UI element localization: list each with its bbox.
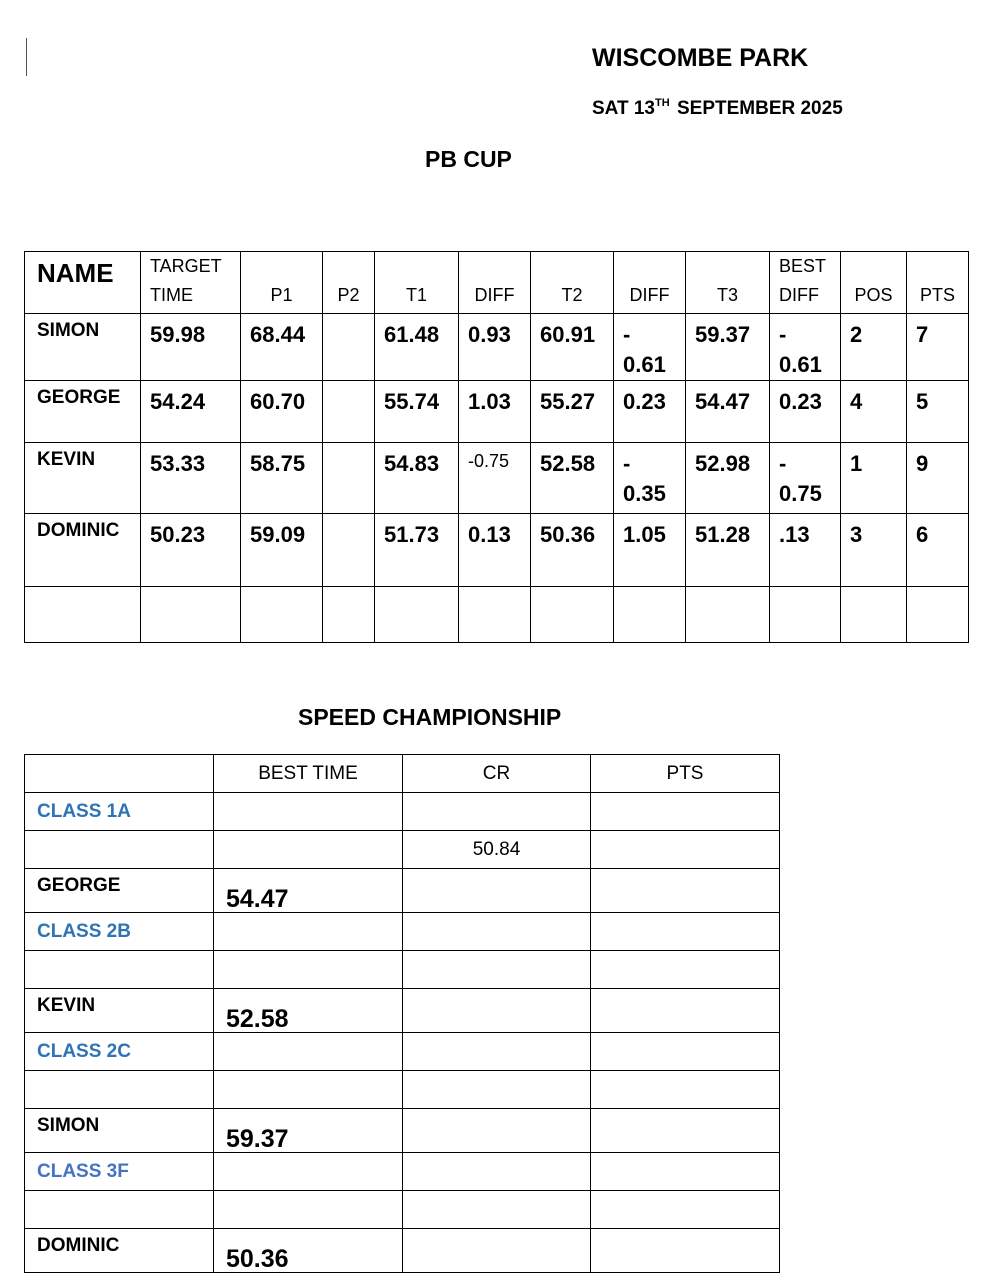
empty-cell	[25, 1071, 214, 1109]
class-label: CLASS 2B	[25, 913, 214, 951]
empty-cell	[25, 831, 214, 869]
header-target-line1: TARGET	[150, 256, 222, 276]
header-best-diff	[770, 252, 841, 314]
cell-p2	[323, 514, 375, 587]
cell-best: - 0.61	[770, 314, 841, 381]
cell-diff1: 0.93	[459, 314, 531, 381]
empty-cell	[403, 1191, 591, 1229]
cell-t2: 55.27	[531, 381, 614, 443]
empty-cell	[614, 587, 686, 643]
empty-cell	[403, 1109, 591, 1153]
cell-diff1: 1.03	[459, 381, 531, 443]
date-month-year: SEPTEMBER 2025	[676, 98, 843, 119]
pb-cup-title: PB CUP	[425, 146, 512, 172]
empty-cell	[591, 1033, 780, 1071]
cell-target: 50.23	[141, 514, 241, 587]
cell-pts: 6	[907, 514, 969, 587]
empty-cell	[214, 1071, 403, 1109]
class-row	[25, 913, 780, 951]
cell-t3: 54.47	[686, 381, 770, 443]
empty-cell	[591, 1153, 780, 1191]
empty-cell	[591, 1191, 780, 1229]
cell-p1: 68.44	[241, 314, 323, 381]
empty-cell	[591, 951, 780, 989]
cell-diff2: - 0.61	[614, 314, 686, 381]
speed-header-row	[25, 755, 780, 793]
cell-best: - 0.75	[770, 443, 841, 514]
cell-target: 53.33	[141, 443, 241, 514]
class-row	[25, 1153, 780, 1191]
cell-p1: 59.09	[241, 514, 323, 587]
date-suffix-sup: TH	[655, 97, 670, 109]
empty-cell	[214, 913, 403, 951]
table-row	[25, 1229, 780, 1273]
cell-pts: 7	[907, 314, 969, 381]
class-row	[25, 1033, 780, 1071]
cell-t3: 51.28	[686, 514, 770, 587]
header-target-line2: TIME	[150, 285, 193, 305]
empty-cell	[403, 1229, 591, 1273]
table-row	[25, 989, 780, 1033]
header-p1: P1	[241, 252, 323, 314]
cell-pos: 2	[841, 314, 907, 381]
header-pts: PTS	[907, 252, 969, 314]
header-target-time	[141, 252, 241, 314]
empty-cell	[591, 989, 780, 1033]
empty-cell	[403, 793, 591, 831]
cell-p1: 60.70	[241, 381, 323, 443]
cell-diff2: 1.05	[614, 514, 686, 587]
empty-cell	[403, 869, 591, 913]
empty-cell	[214, 1191, 403, 1229]
event-date	[592, 97, 843, 120]
empty-cell	[141, 587, 241, 643]
empty-cell	[214, 793, 403, 831]
cell-cr: 50.84	[403, 831, 591, 869]
row-name: DOMINIC	[25, 1229, 214, 1273]
empty-cell	[214, 831, 403, 869]
class-row	[25, 793, 780, 831]
row-name: KEVIN	[25, 443, 141, 514]
class-label: CLASS 3F	[25, 1153, 214, 1191]
cell-t2: 60.91	[531, 314, 614, 381]
cell-best: 0.23	[770, 381, 841, 443]
cell-pos: 1	[841, 443, 907, 514]
empty-cell	[375, 587, 459, 643]
row-name: GEORGE	[25, 869, 214, 913]
empty-cell	[591, 831, 780, 869]
header-t3: T3	[686, 252, 770, 314]
cell-t3: 52.98	[686, 443, 770, 514]
cell-target: 59.98	[141, 314, 241, 381]
empty-cell	[25, 951, 214, 989]
header-pos: POS	[841, 252, 907, 314]
cell-t3: 59.37	[686, 314, 770, 381]
header-p2: P2	[323, 252, 375, 314]
empty-cell	[841, 587, 907, 643]
empty-cell	[403, 989, 591, 1033]
empty-cell	[459, 587, 531, 643]
header-best-line1: BEST	[779, 256, 827, 276]
empty-cell	[214, 1153, 403, 1191]
header-pts: PTS	[591, 755, 780, 793]
empty-cell	[591, 1109, 780, 1153]
header-diff2: DIFF	[614, 252, 686, 314]
cell-best-time: 50.36	[214, 1229, 403, 1273]
empty-cell	[403, 1033, 591, 1071]
speed-championship-title: SPEED CHAMPIONSHIP	[298, 704, 562, 730]
cell-best-time: 52.58	[214, 989, 403, 1033]
table-row	[25, 869, 780, 913]
cell-t1: 55.74	[375, 381, 459, 443]
empty-cell	[591, 1071, 780, 1109]
text-cursor	[26, 38, 27, 76]
cell-p2	[323, 314, 375, 381]
empty-cell	[25, 587, 141, 643]
table-row	[25, 1071, 780, 1109]
empty-cell	[403, 1153, 591, 1191]
header-best-line2: DIFF	[779, 285, 819, 305]
cell-t1: 51.73	[375, 514, 459, 587]
empty-cell	[323, 587, 375, 643]
cell-t2: 50.36	[531, 514, 614, 587]
header-t2: T2	[531, 252, 614, 314]
cell-p2	[323, 381, 375, 443]
pb-header-row	[25, 252, 969, 314]
cell-t1: 54.83	[375, 443, 459, 514]
table-row	[25, 381, 969, 443]
cell-best-time: 54.47	[214, 869, 403, 913]
date-prefix: SAT 13	[592, 98, 656, 119]
empty-cell	[25, 1191, 214, 1229]
cell-best-time: 59.37	[214, 1109, 403, 1153]
empty-cell	[403, 913, 591, 951]
header-t1: T1	[375, 252, 459, 314]
row-name: SIMON	[25, 314, 141, 381]
cell-pts: 5	[907, 381, 969, 443]
header-blank	[25, 755, 214, 793]
empty-cell	[907, 587, 969, 643]
empty-cell	[770, 587, 841, 643]
cell-t1: 61.48	[375, 314, 459, 381]
table-row	[25, 831, 780, 869]
pb-cup-table	[24, 251, 969, 643]
cell-target: 54.24	[141, 381, 241, 443]
cell-pos: 3	[841, 514, 907, 587]
empty-row	[25, 587, 969, 643]
speed-championship-table	[24, 754, 780, 1273]
cell-best: .13	[770, 514, 841, 587]
cell-diff2: - 0.35	[614, 443, 686, 514]
cell-diff1: -0.75	[459, 443, 531, 514]
header-best-time: BEST TIME	[214, 755, 403, 793]
empty-cell	[241, 587, 323, 643]
empty-cell	[403, 1071, 591, 1109]
empty-cell	[686, 587, 770, 643]
empty-cell	[591, 1229, 780, 1273]
header-name: NAME	[25, 252, 141, 314]
table-row	[25, 951, 780, 989]
table-row	[25, 1109, 780, 1153]
empty-cell	[591, 869, 780, 913]
empty-cell	[403, 951, 591, 989]
class-label: CLASS 2C	[25, 1033, 214, 1071]
cell-p2	[323, 443, 375, 514]
empty-cell	[531, 587, 614, 643]
cell-pos: 4	[841, 381, 907, 443]
empty-cell	[591, 913, 780, 951]
row-name: SIMON	[25, 1109, 214, 1153]
cell-pts: 9	[907, 443, 969, 514]
table-row	[25, 1191, 780, 1229]
class-label: CLASS 1A	[25, 793, 214, 831]
table-row	[25, 443, 969, 514]
header-cr: CR	[403, 755, 591, 793]
table-row	[25, 514, 969, 587]
row-name: GEORGE	[25, 381, 141, 443]
empty-cell	[591, 793, 780, 831]
empty-cell	[214, 951, 403, 989]
venue-title: WISCOMBE PARK	[592, 44, 809, 72]
table-row	[25, 314, 969, 381]
row-name: KEVIN	[25, 989, 214, 1033]
cell-diff2: 0.23	[614, 381, 686, 443]
header-diff1: DIFF	[459, 252, 531, 314]
cell-t2: 52.58	[531, 443, 614, 514]
cell-diff1: 0.13	[459, 514, 531, 587]
row-name: DOMINIC	[25, 514, 141, 587]
empty-cell	[214, 1033, 403, 1071]
cell-p1: 58.75	[241, 443, 323, 514]
